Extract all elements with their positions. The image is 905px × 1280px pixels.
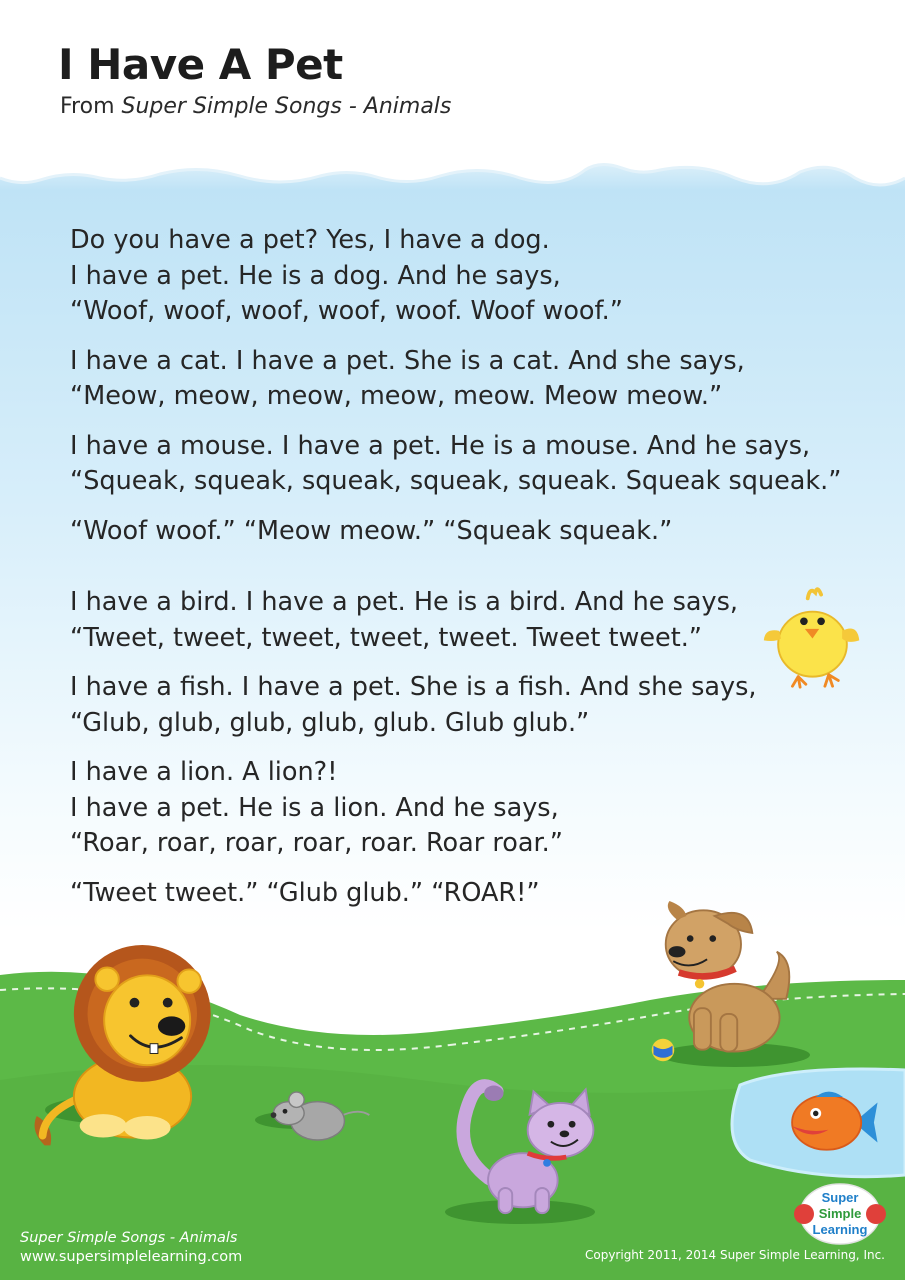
subtitle-source: Super Simple Songs - Animals	[121, 94, 452, 119]
stanza-cat	[70, 344, 890, 415]
cat-illustration	[450, 1072, 615, 1217]
lyric-line: I have a pet. He is a dog. And he says,	[70, 260, 561, 291]
lyric-line: I have a fish. I have a pet. She is a fish. And she says,	[70, 672, 757, 702]
page-title: I Have A Pet	[58, 40, 343, 89]
footer-left	[20, 1229, 242, 1267]
lyric-line: “Tweet, tweet, tweet, tweet, tweet. Tweet tweet.”	[70, 622, 703, 653]
subtitle-prefix: From	[60, 94, 122, 119]
logo-word-learning: Learning	[812, 1222, 868, 1237]
mouse-illustration	[262, 1088, 377, 1146]
lyrics	[70, 223, 890, 925]
logo-word-super: Super	[821, 1190, 859, 1205]
stanza-mouse	[70, 429, 890, 500]
footer-website[interactable]: www.supersimplelearning.com	[20, 1249, 243, 1265]
stanza-chorus-1	[70, 514, 890, 550]
lyric-line: I have a cat. I have a pet. She is a cat. And she says,	[70, 345, 745, 376]
footer-copyright: Copyright 2011, 2014 Super Simple Learning, Inc.	[584, 1248, 885, 1262]
lyric-line: Do you have a pet? Yes, I have a dog.	[70, 225, 550, 255]
lyric-line: “Meow, meow, meow, meow, meow. Meow meow.”	[70, 381, 723, 411]
lyric-line: “Roar, roar, roar, roar, roar. Roar roar.”	[70, 828, 563, 858]
logo-word-simple: Simple	[818, 1206, 862, 1221]
lyric-line: “Glub, glub, glub, glub, glub. Glub glub.”	[70, 707, 590, 738]
chick-illustration	[760, 585, 865, 690]
lion-illustration	[25, 940, 240, 1165]
stanza-dog	[70, 223, 890, 330]
stanza-lion	[70, 755, 890, 862]
lyric-line: I have a bird. I have a pet. He is a bird. And he says,	[70, 587, 738, 617]
lyric-line: “Woof, woof, woof, woof, woof. Woof woof.”	[70, 296, 623, 326]
lyric-line: “Squeak, squeak, squeak, squeak, squeak. Squeak squeak.”	[70, 466, 842, 496]
stanza-gap	[70, 563, 890, 585]
ball-illustration	[650, 1037, 676, 1063]
footer-series: Super Simple Songs - Animals	[20, 1230, 238, 1246]
page-subtitle	[60, 94, 451, 119]
lyric-line: “Tweet tweet.” “Glub glub.” “ROAR!”	[70, 877, 540, 908]
lyric-line: “Woof woof.” “Meow meow.” “Squeak squeak.”	[70, 515, 673, 546]
lyric-line: I have a pet. He is a lion. And he says,	[70, 792, 559, 823]
lyric-line: I have a mouse. I have a pet. He is a mouse. And he says,	[70, 430, 811, 461]
lyric-line: I have a lion. A lion?!	[70, 757, 338, 787]
fish-illustration	[783, 1085, 883, 1160]
super-simple-learning-logo	[790, 1180, 890, 1246]
